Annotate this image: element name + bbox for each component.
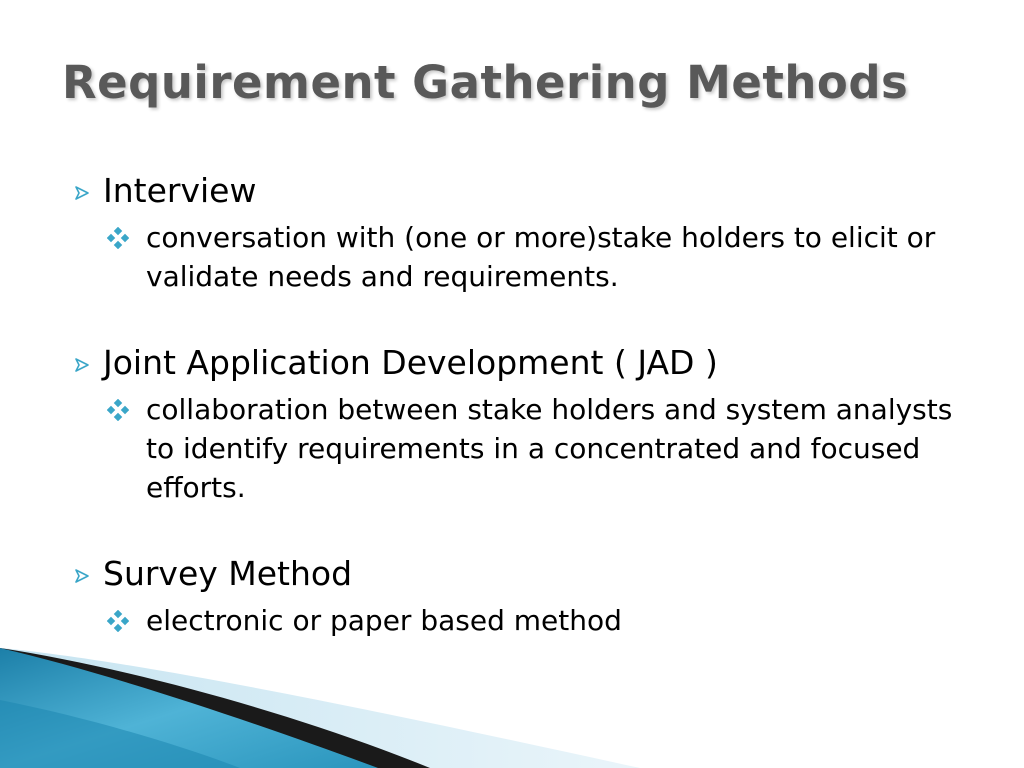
diamond-bullet-icon xyxy=(107,399,129,421)
arrow-bullet-icon xyxy=(74,568,90,584)
bullet-level-1 xyxy=(74,170,974,212)
bullet-detail: collaboration between stake holders and system analysts to identify requirements in a concentrated and focused efforts. xyxy=(146,393,953,504)
bullet-level-1 xyxy=(74,342,974,384)
bullet-level-2 xyxy=(132,601,974,640)
list-item xyxy=(74,342,974,507)
list-item xyxy=(74,553,974,640)
bullet-level-2 xyxy=(132,218,974,296)
list-item xyxy=(74,170,974,296)
bullet-level-2 xyxy=(132,390,974,507)
bullet-detail: conversation with (one or more)stake holders to elicit or validate needs and requirements. xyxy=(146,221,936,293)
diamond-bullet-icon xyxy=(107,227,129,249)
slide-title: Requirement Gathering Methods xyxy=(62,56,909,109)
arrow-bullet-icon xyxy=(74,185,90,201)
diamond-bullet-icon xyxy=(107,610,129,632)
bullet-list xyxy=(74,170,974,640)
bullet-heading: Survey Method xyxy=(103,554,353,593)
bullet-level-1 xyxy=(74,553,974,595)
arrow-bullet-icon xyxy=(74,357,90,373)
bullet-detail: electronic or paper based method xyxy=(146,604,622,637)
bullet-heading: Interview xyxy=(103,171,257,210)
bullet-heading: Joint Application Development ( JAD ) xyxy=(103,343,718,382)
